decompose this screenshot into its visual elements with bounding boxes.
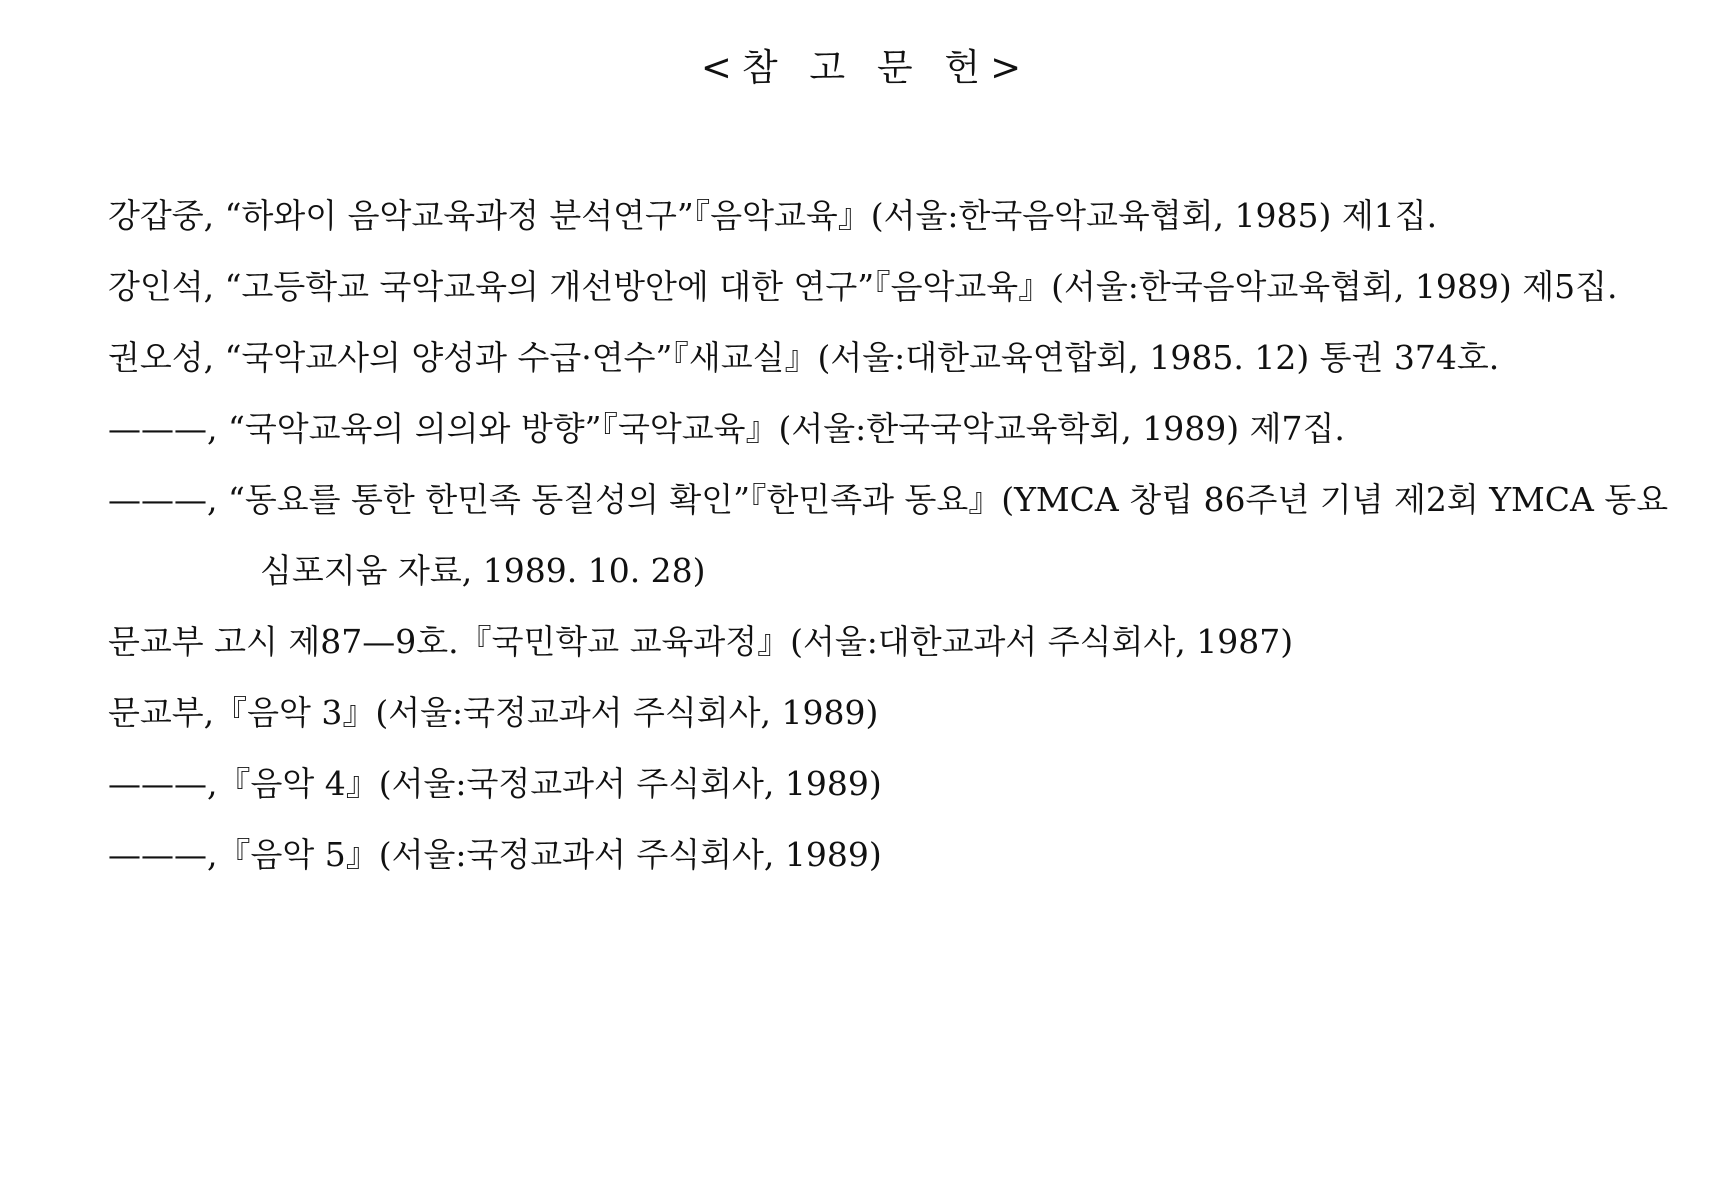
page-title: <참 고 문 헌> <box>700 46 1032 89</box>
reference-item: 강갑중, “하와이 음악교육과정 분석연구”『음악교육』(서울:한국음악교육협회, 1985) 제1집. <box>108 196 1438 235</box>
reference-item: 강인석, “고등학교 국악교육의 개선방안에 대한 연구”『음악교육』(서울:한국음악교육협회, 1989) 제5집. <box>108 267 1618 306</box>
reference-item: ———, “국악교육의 의의와 방향”『국악교육』(서울:한국국악교육학회, 1989) 제7집. <box>108 409 1345 448</box>
reference-item: 문교부 고시 제87—9호.『국민학교 교육과정』(서울:대한교과서 주식회사, 1987) <box>108 622 1294 661</box>
reference-item: ———,『음악 4』(서울:국정교과서 주식회사, 1989) <box>108 764 882 803</box>
reference-list <box>108 180 1670 890</box>
reference-item: 문교부,『음악 3』(서울:국정교과서 주식회사, 1989) <box>108 693 879 732</box>
reference-item: ———, “동요를 통한 한민족 동질성의 확인”『한민족과 동요』(YMCA 창립 86주년 기념 제2회 YMCA 동요 심포지움 자료, 1989. 10. 28) <box>108 480 1669 590</box>
reference-item: 권오성, “국악교사의 양성과 수급·연수”『새교실』(서울:대한교육연합회, 1985. 12) 통권 374호. <box>108 338 1500 377</box>
reference-item: ———,『음악 5』(서울:국정교과서 주식회사, 1989) <box>108 835 882 874</box>
